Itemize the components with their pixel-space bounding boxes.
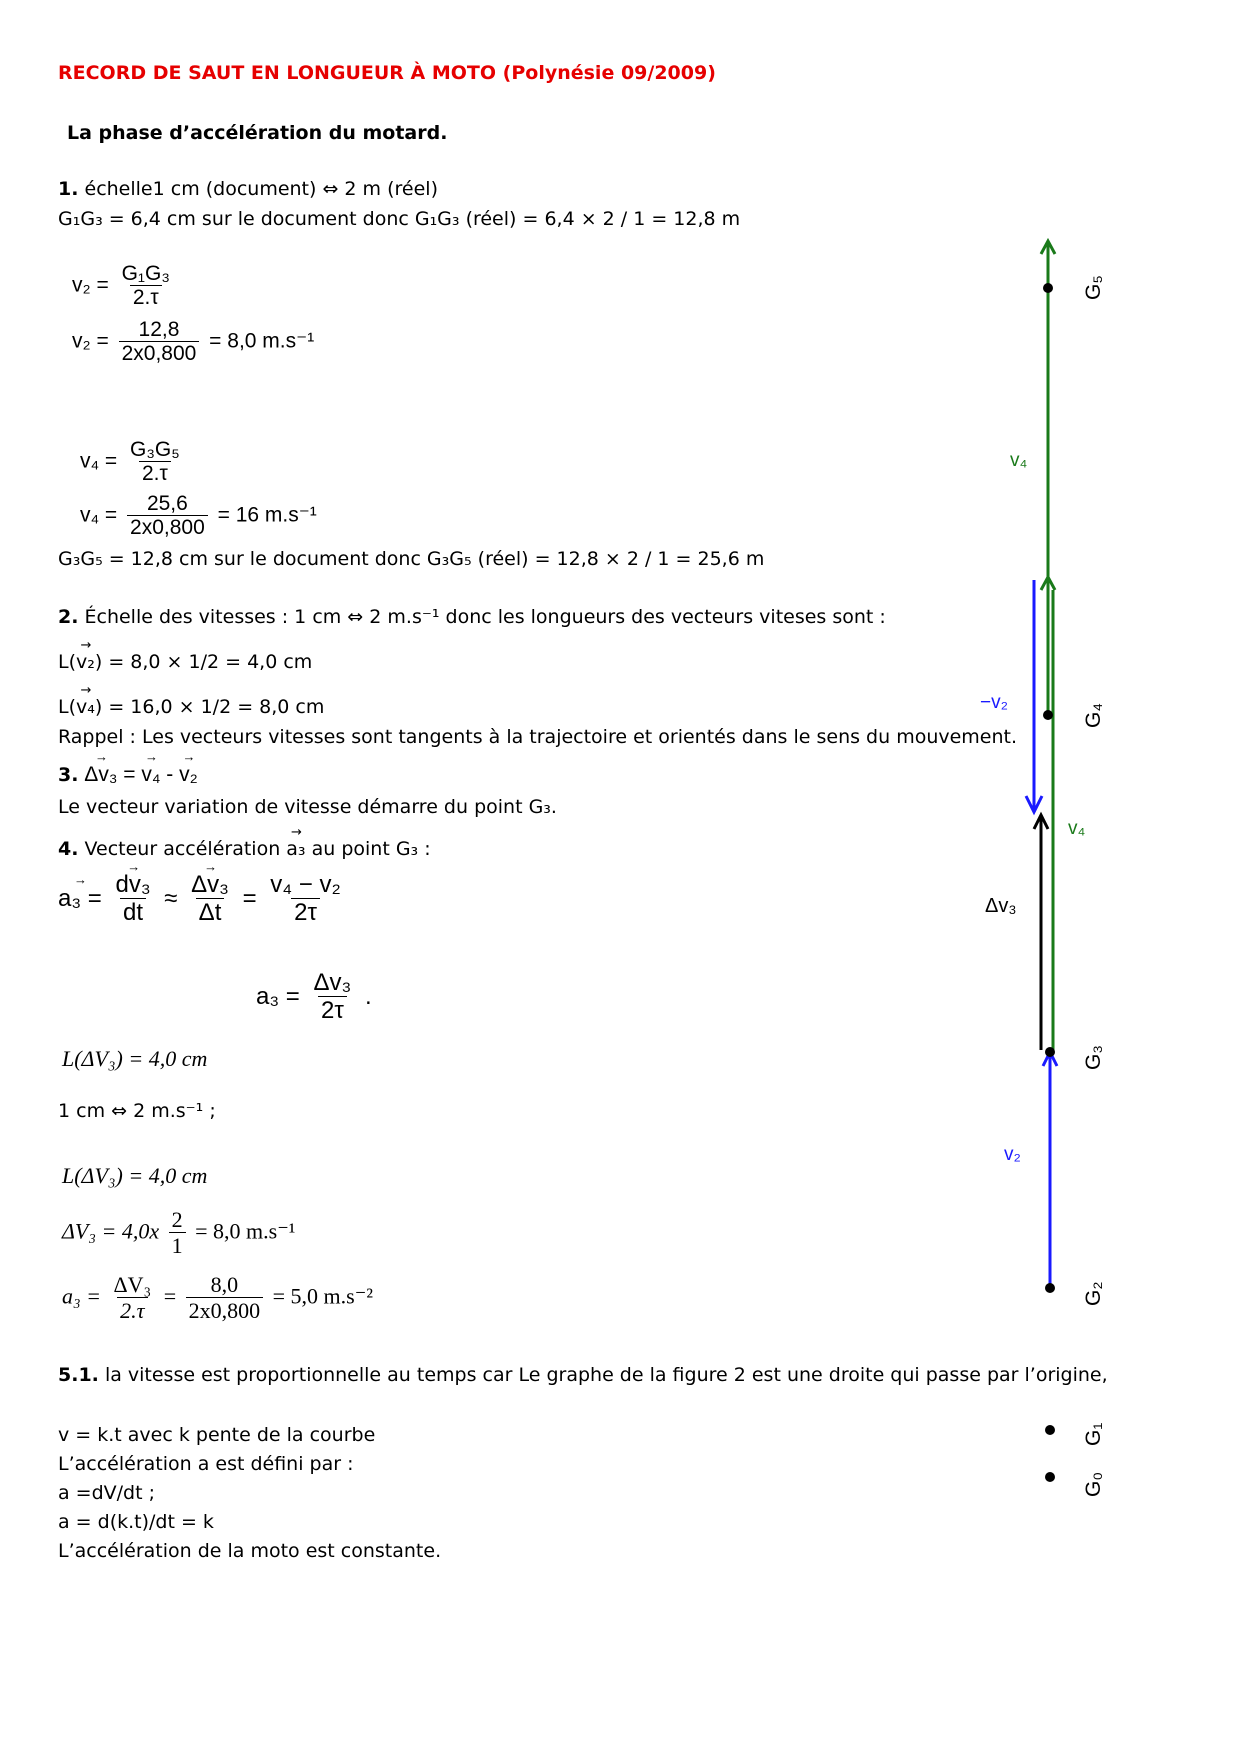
q4-f2: [188, 872, 232, 927]
v4b-fraction-num: 25,6: [146, 492, 188, 515]
q4-approx: ≈: [164, 884, 178, 912]
q4-f1-num: → dv₃: [112, 872, 153, 898]
l-v4-var: → v₄: [76, 696, 95, 719]
q4-dv3-den: 1: [169, 1232, 186, 1258]
q4-a3-scalar-lhs: a₃ =: [256, 982, 300, 1010]
label-dv3: Δv₃: [985, 895, 1017, 917]
q4-a3-f2-num: 8,0: [210, 1272, 239, 1297]
v4b-result: = 16 m.s⁻¹: [217, 503, 317, 527]
q4-number: 4.: [58, 838, 79, 860]
q4-dv3-calc: [62, 1208, 295, 1258]
v2-fraction-den: 2.τ: [130, 285, 162, 310]
q3-text: Le vecteur variation de vitesse démarre du point G₃.: [58, 796, 557, 818]
q3-eq: =: [117, 763, 142, 786]
l-v4-prefix: L(: [58, 696, 76, 718]
q1-number: 1.: [58, 178, 79, 200]
q4-f1-den: dt: [120, 898, 146, 927]
q4-a3-f2: [186, 1273, 264, 1323]
q2-scale-line: [58, 606, 886, 629]
q4-a3-scalar-num: Δv₃: [313, 969, 352, 996]
q4-a3-scalar-end: .: [364, 982, 372, 1010]
label-v2: v₂: [1004, 1144, 1021, 1165]
q4-l-dv3-b: L(ΔV₃) = 4,0 cm: [62, 1163, 208, 1188]
q4-a3-scalar-frac: [310, 970, 354, 1025]
q4-a3-eq: =: [163, 1283, 177, 1309]
q1-v2-formula: [72, 262, 177, 310]
q5-l1: v = k.t avec k pente de la courbe: [58, 1424, 376, 1446]
v2-label: v₂ =: [72, 273, 109, 297]
page-title: RECORD DE SAUT EN LONGUEUR À MOTO (Polynésie 09/2009): [58, 62, 716, 84]
point-g3: [1045, 1047, 1055, 1057]
q4-eq2: =: [242, 884, 257, 912]
q3-equation: [58, 762, 198, 787]
q2-text: Échelle des vitesses : 1 cm ⇔ 2 m.s⁻¹ donc les longueurs des vecteurs viteses sont :: [84, 606, 886, 628]
q1-v2-value: [72, 318, 314, 366]
q2-l-v2: [58, 651, 312, 674]
point-g2: [1045, 1283, 1055, 1293]
q4-a3-lhs: a₃ =: [62, 1283, 101, 1309]
blue-vector-minus-v2: [1026, 580, 1042, 812]
v4b-fraction-den: 2x0,800: [127, 515, 208, 540]
q4-dv3-num: 2: [171, 1207, 183, 1232]
q5-l3: a =dV/dt ;: [58, 1482, 156, 1504]
q1-v4-value: [80, 492, 317, 540]
green-vector-v4: [1041, 288, 1055, 715]
q4-f3: [267, 872, 343, 927]
q5-l2: L’accélération a est défini par :: [58, 1453, 354, 1475]
q4-dv3-lhs: ΔV₃ = 4,0x: [62, 1218, 160, 1244]
q4-f2-num: → Δv₃: [188, 872, 232, 898]
v2b-label: v₂ =: [72, 329, 109, 353]
q5-l4: a = d(k.t)/dt = k: [58, 1511, 214, 1533]
q4-text-a: Vecteur accélération: [84, 838, 281, 860]
l-v4-suffix: ) = 16,0 × 1/2 = 8,0 cm: [94, 696, 325, 718]
point-g0: [1045, 1472, 1055, 1482]
q2-rappel: Rappel : Les vecteurs vitesses sont tangents à la trajectoire et orientés dans le sens du mouvement.: [58, 726, 1018, 748]
q4-f3-den: 2τ: [291, 898, 320, 927]
q4-dv3-result: = 8,0 m.s⁻¹: [195, 1218, 296, 1244]
blue-vector-v2: [1043, 1052, 1057, 1288]
q4-acceleration-def: [58, 872, 348, 927]
label-g2: G₂: [1082, 1281, 1105, 1306]
v2-fraction: [119, 262, 173, 310]
v2b-fraction-den: 2x0,800: [119, 341, 200, 366]
q4-f2-den: Δt: [196, 898, 225, 927]
green-vector-upper: [1041, 241, 1055, 288]
q3-v4: → v₄: [141, 762, 160, 787]
q3-v2: → v₂: [179, 762, 198, 787]
v4-fraction-den: 2.τ: [139, 461, 171, 486]
q3-number: 3.: [58, 764, 79, 786]
q4-a3-scalar-den: 2τ: [318, 996, 347, 1025]
q4-a3-result: = 5,0 m.s⁻²: [272, 1283, 373, 1309]
q4-a3-calc: [62, 1273, 373, 1323]
q5-l5: L’accélération de la moto est constante.: [58, 1540, 442, 1562]
v2-fraction-num: G₁G₃: [121, 262, 170, 285]
label-v4-top: v₄: [1010, 450, 1028, 471]
point-g5: [1043, 283, 1053, 293]
q4-text-b: au point G₃ :: [311, 838, 431, 860]
l-v2-suffix: ) = 8,0 × 1/2 = 4,0 cm: [94, 651, 313, 673]
q4-a3-f1-den: 2.τ: [117, 1297, 147, 1323]
black-vector-dv3: [1034, 815, 1048, 1050]
q4-f1: [112, 872, 153, 927]
label-g4: G₄: [1082, 703, 1105, 728]
v2b-fraction: [119, 318, 200, 366]
v4-label: v₄ =: [80, 449, 118, 473]
q4-a3-f1: [111, 1273, 155, 1323]
v4b-label: v₄ =: [80, 503, 118, 527]
q2-l-v4: [58, 696, 324, 719]
label-g1: G₁: [1082, 1422, 1105, 1446]
label-g3: G₃: [1082, 1045, 1105, 1070]
point-g4: [1043, 710, 1053, 720]
l-v2-var: → v₂: [76, 651, 95, 674]
v2b-result: = 8,0 m.s⁻¹: [209, 329, 315, 353]
label-g0: G₀: [1082, 1471, 1105, 1497]
q5-line: [58, 1364, 1108, 1387]
q5-text: la vitesse est proportionnelle au temps car Le graphe de la figure 2 est une droite qui passe par l’origine,: [104, 1364, 1108, 1386]
section-subtitle: La phase d’accélération du motard.: [67, 122, 448, 144]
q1-scale-line: [58, 178, 438, 201]
v4-fraction-num: G₃G₅: [130, 438, 180, 461]
l-v2-prefix: L(: [58, 651, 76, 673]
q4-scale: 1 cm ⇔ 2 m.s⁻¹ ;: [58, 1100, 216, 1122]
q2-number: 2.: [58, 606, 79, 628]
q3-dv3: → Δv₃: [84, 762, 117, 787]
v2b-fraction-num: 12,8: [138, 318, 180, 341]
q4-dv3-frac: [169, 1208, 186, 1258]
label-minus-v2: −v₂: [980, 692, 1008, 713]
q1-g3g5: G₃G₅ = 12,8 cm sur le document donc G₃G₅ (réel) = 12,8 × 2 / 1 = 25,6 m: [58, 548, 765, 570]
q5-number: 5.1.: [58, 1364, 99, 1386]
q4-a3-f1-num: ΔV₃: [113, 1272, 152, 1297]
q4-a3: → a₃: [286, 838, 305, 861]
label-g5: G₅: [1082, 275, 1105, 300]
q4-l-dv3: L(ΔV₃) = 4,0 cm: [62, 1046, 208, 1071]
q1-g1g3: G₁G₃ = 6,4 cm sur le document donc G₁G₃ (réel) = 6,4 × 2 / 1 = 12,8 m: [58, 208, 741, 230]
q1-v4-formula: [80, 438, 187, 486]
point-g1: [1045, 1425, 1055, 1435]
q4-lhs: → a₃ =: [58, 885, 102, 914]
q3-minus: -: [160, 763, 180, 786]
q4-a3-f2-den: 2x0,800: [186, 1297, 264, 1323]
q4-a3-scalar: [256, 970, 372, 1025]
q1-scale: échelle1 cm (document) ⇔ 2 m (réel): [84, 178, 438, 200]
v4-fraction: [127, 438, 183, 486]
label-v4-bottom: v₄: [1068, 818, 1086, 839]
q4-heading: [58, 838, 431, 861]
v4b-fraction: [127, 492, 208, 540]
q4-f3-num: v₄ − v₂: [270, 871, 341, 898]
